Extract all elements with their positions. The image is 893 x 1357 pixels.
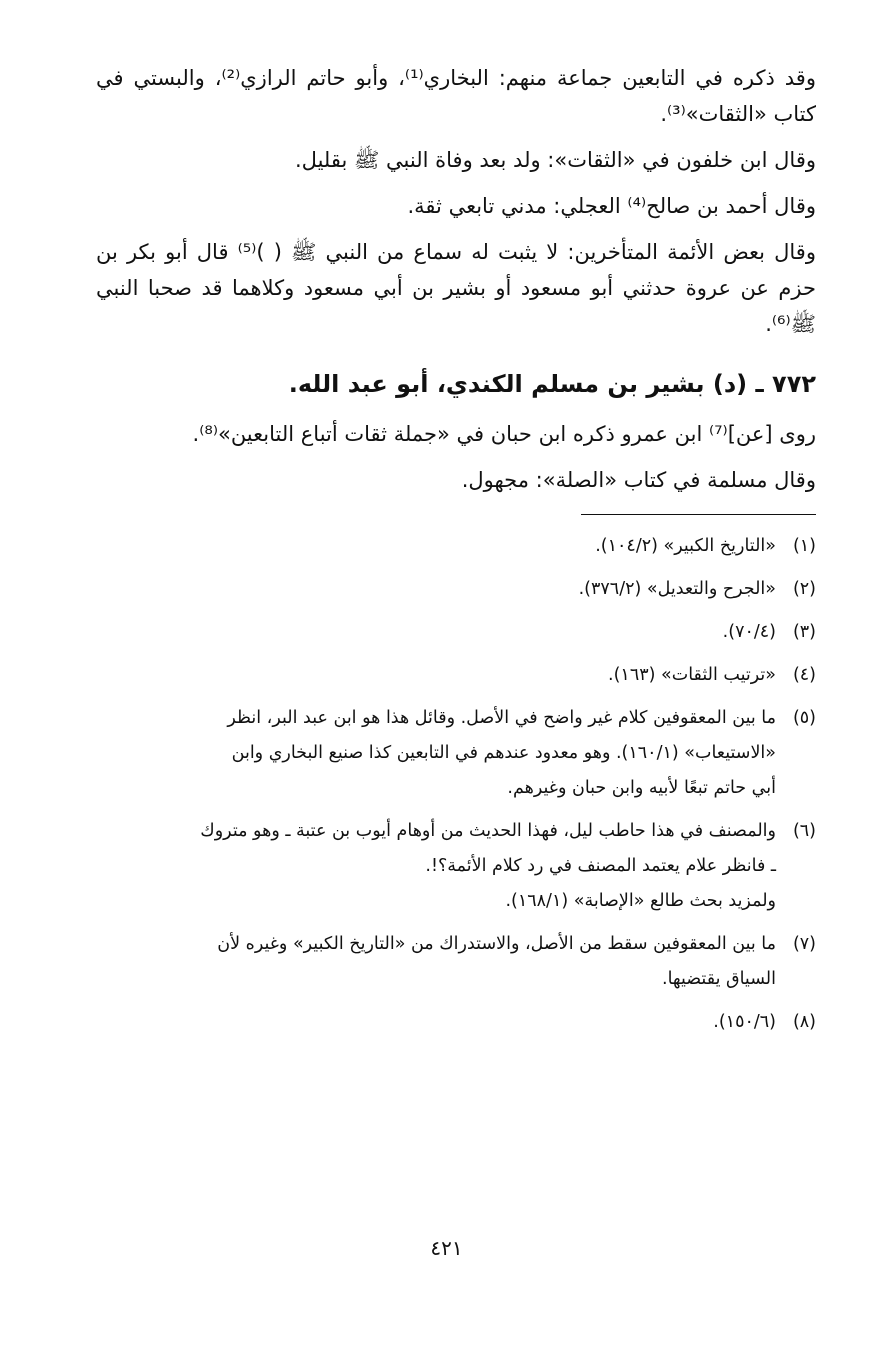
body-paragraph-2: وقال ابن خلفون في «الثقات»: ولد بعد وفاة النبي ﷺ بقليل. <box>294 148 816 172</box>
footnote-text: ـ فانظر علام يعتمد المصنف في رد كلام الأئمة؟!. <box>425 856 776 876</box>
footnote-number: (٥) <box>792 708 816 728</box>
footnote-number: (٢) <box>792 579 816 599</box>
footnote-text: «الاستيعاب» (١٦٠/١). وهو معدود عندهم في التابعين كذا صنيع البخاري وابن <box>231 743 776 763</box>
entry-paragraph-2: وقال مسلمة في كتاب «الصلة»: مجهول. <box>461 468 816 492</box>
footnote <box>96 701 816 806</box>
body-paragraph-3: وقال أحمد بن صالح⁽⁴⁾ العجلي: مدني تابعي ثقة. <box>407 194 816 218</box>
footnote-text: «التاريخ الكبير» (١٠٤/٢). <box>595 536 776 556</box>
footnote-text: ولمزيد بحث طالع «الإصابة» (١٦٨/١). <box>505 891 776 911</box>
footnote <box>96 658 816 693</box>
footnote-number: (٧) <box>792 934 816 954</box>
page-number: ٤٢١ <box>430 1236 463 1260</box>
footnote-text: «ترتيب الثقات» (١٦٣). <box>608 665 776 685</box>
footnote <box>96 1005 816 1040</box>
footnote-text: ما بين المعقوفين كلام غير واضح في الأصل. وقائل هذا هو ابن عبد البر، انظر <box>227 708 776 728</box>
body-paragraph-4: وقال بعض الأئمة المتأخرين: لا يثبت له سماع من النبي ﷺ ( )⁽⁵⁾ قال أبو بكر بن حزم عن عروة حدثني أبو مسعود أو بشير بن أبي مسعود وكلاهما قد صحبا النبي ﷺ⁽⁶⁾. <box>96 240 816 336</box>
footnote <box>96 529 816 564</box>
footnote <box>96 572 816 607</box>
footnote <box>96 927 816 997</box>
footnote-text: «الجرح والتعديل» (٣٧٦/٢). <box>578 579 776 599</box>
footnote <box>96 814 816 919</box>
footnote-text: (١٥٠/٦). <box>713 1012 776 1032</box>
footnote-separator <box>581 514 816 515</box>
footnote-text: السياق يقتضيها. <box>662 969 776 989</box>
footnote-number: (٦) <box>792 821 816 841</box>
footnote-text: أبي حاتم تبعًا لأبيه وابن حبان وغيرهم. <box>507 778 776 798</box>
footnote-number: (٨) <box>792 1012 816 1032</box>
footnote <box>96 615 816 650</box>
entry-paragraph-1: روى [عن]⁽⁷⁾ ابن عمرو ذكره ابن حبان في «جملة ثقات أتباع التابعين»⁽⁸⁾. <box>192 422 816 446</box>
footnote-text: والمصنف في هذا حاطب ليل، فهذا الحديث من أوهام أيوب بن عتبة ـ وهو متروك <box>200 821 776 841</box>
body-paragraph-1: وقد ذكره في التابعين جماعة منهم: البخاري⁽¹⁾، وأبو حاتم الرازي⁽²⁾، والبستي في كتاب «الثقات»⁽³⁾. <box>96 66 816 126</box>
footnote-number: (٣) <box>792 622 816 642</box>
footnote-number: (٤) <box>792 665 816 685</box>
footnote-text: ما بين المعقوفين سقط من الأصل، والاستدراك من «التاريخ الكبير» وغيره لأن <box>217 934 776 954</box>
footnote-number: (١) <box>792 536 816 556</box>
entry-heading: ٧٧٢ ـ (د) بشير بن مسلم الكندي، أبو عبد الله. <box>288 370 816 398</box>
footnote-text: (٧٠/٤). <box>722 622 776 642</box>
book-page <box>96 60 816 1048</box>
